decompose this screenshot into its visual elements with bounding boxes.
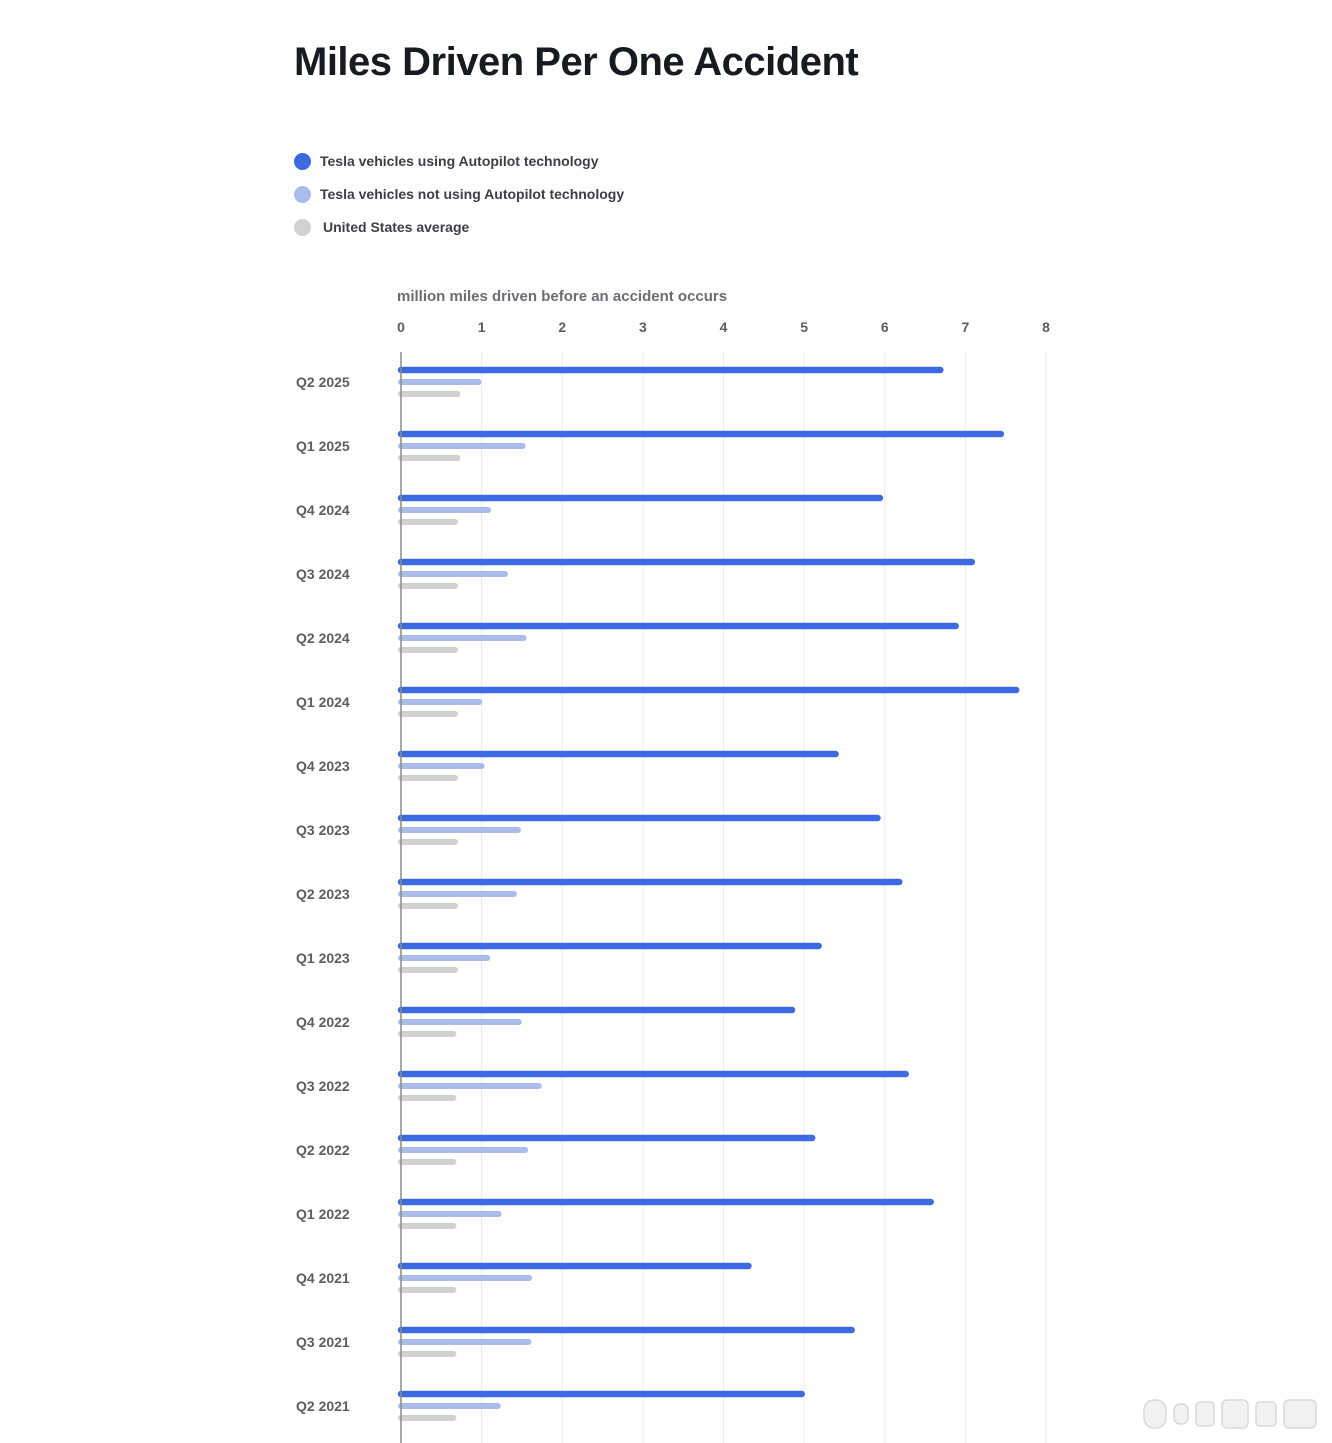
category-label: Q1 2023	[296, 950, 350, 966]
category-label: Q3 2024	[296, 566, 350, 582]
category-label: Q3 2021	[296, 1334, 350, 1350]
category-label: Q2 2025	[296, 374, 350, 390]
legend-label-autopilot: Tesla vehicles using Autopilot technology	[320, 153, 599, 169]
x-tick-label: 2	[558, 319, 567, 335]
category-label: Q4 2024	[296, 502, 350, 518]
x-tick-label: 8	[1042, 319, 1050, 335]
category-label: Q3 2023	[296, 822, 350, 838]
legend-label-us-average: United States average	[323, 219, 470, 235]
y-axis-categories	[296, 374, 350, 1414]
category-label: Q3 2022	[296, 1078, 350, 1094]
x-tick-label: 1	[477, 319, 486, 335]
x-tick-label: 3	[638, 319, 647, 335]
watermark-logo	[1140, 1390, 1330, 1435]
category-label: Q2 2022	[296, 1142, 350, 1158]
x-tick-label: 5	[800, 319, 809, 335]
x-axis-label: million miles driven before an accident occurs	[397, 288, 728, 305]
category-label: Q4 2023	[296, 758, 350, 774]
category-label: Q1 2022	[296, 1206, 350, 1222]
category-label: Q4 2022	[296, 1014, 350, 1030]
x-axis-ticks	[397, 319, 1050, 335]
category-label: Q4 2021	[296, 1270, 350, 1286]
x-tick-label: 0	[397, 319, 405, 335]
x-tick-label: 6	[880, 319, 889, 335]
x-tick-label: 7	[961, 319, 970, 335]
bars	[401, 370, 1016, 1418]
x-tick-label: 4	[719, 319, 728, 335]
gridlines	[482, 352, 1046, 1443]
category-label: Q1 2025	[296, 438, 350, 454]
category-label: Q2 2023	[296, 886, 350, 902]
category-label: Q2 2024	[296, 630, 350, 646]
legend-label-no-autopilot: Tesla vehicles not using Autopilot technology	[320, 186, 625, 202]
category-label: Q1 2024	[296, 694, 350, 710]
category-label: Q2 2021	[296, 1398, 350, 1414]
chart-title: Miles Driven Per One Accident	[294, 40, 859, 84]
